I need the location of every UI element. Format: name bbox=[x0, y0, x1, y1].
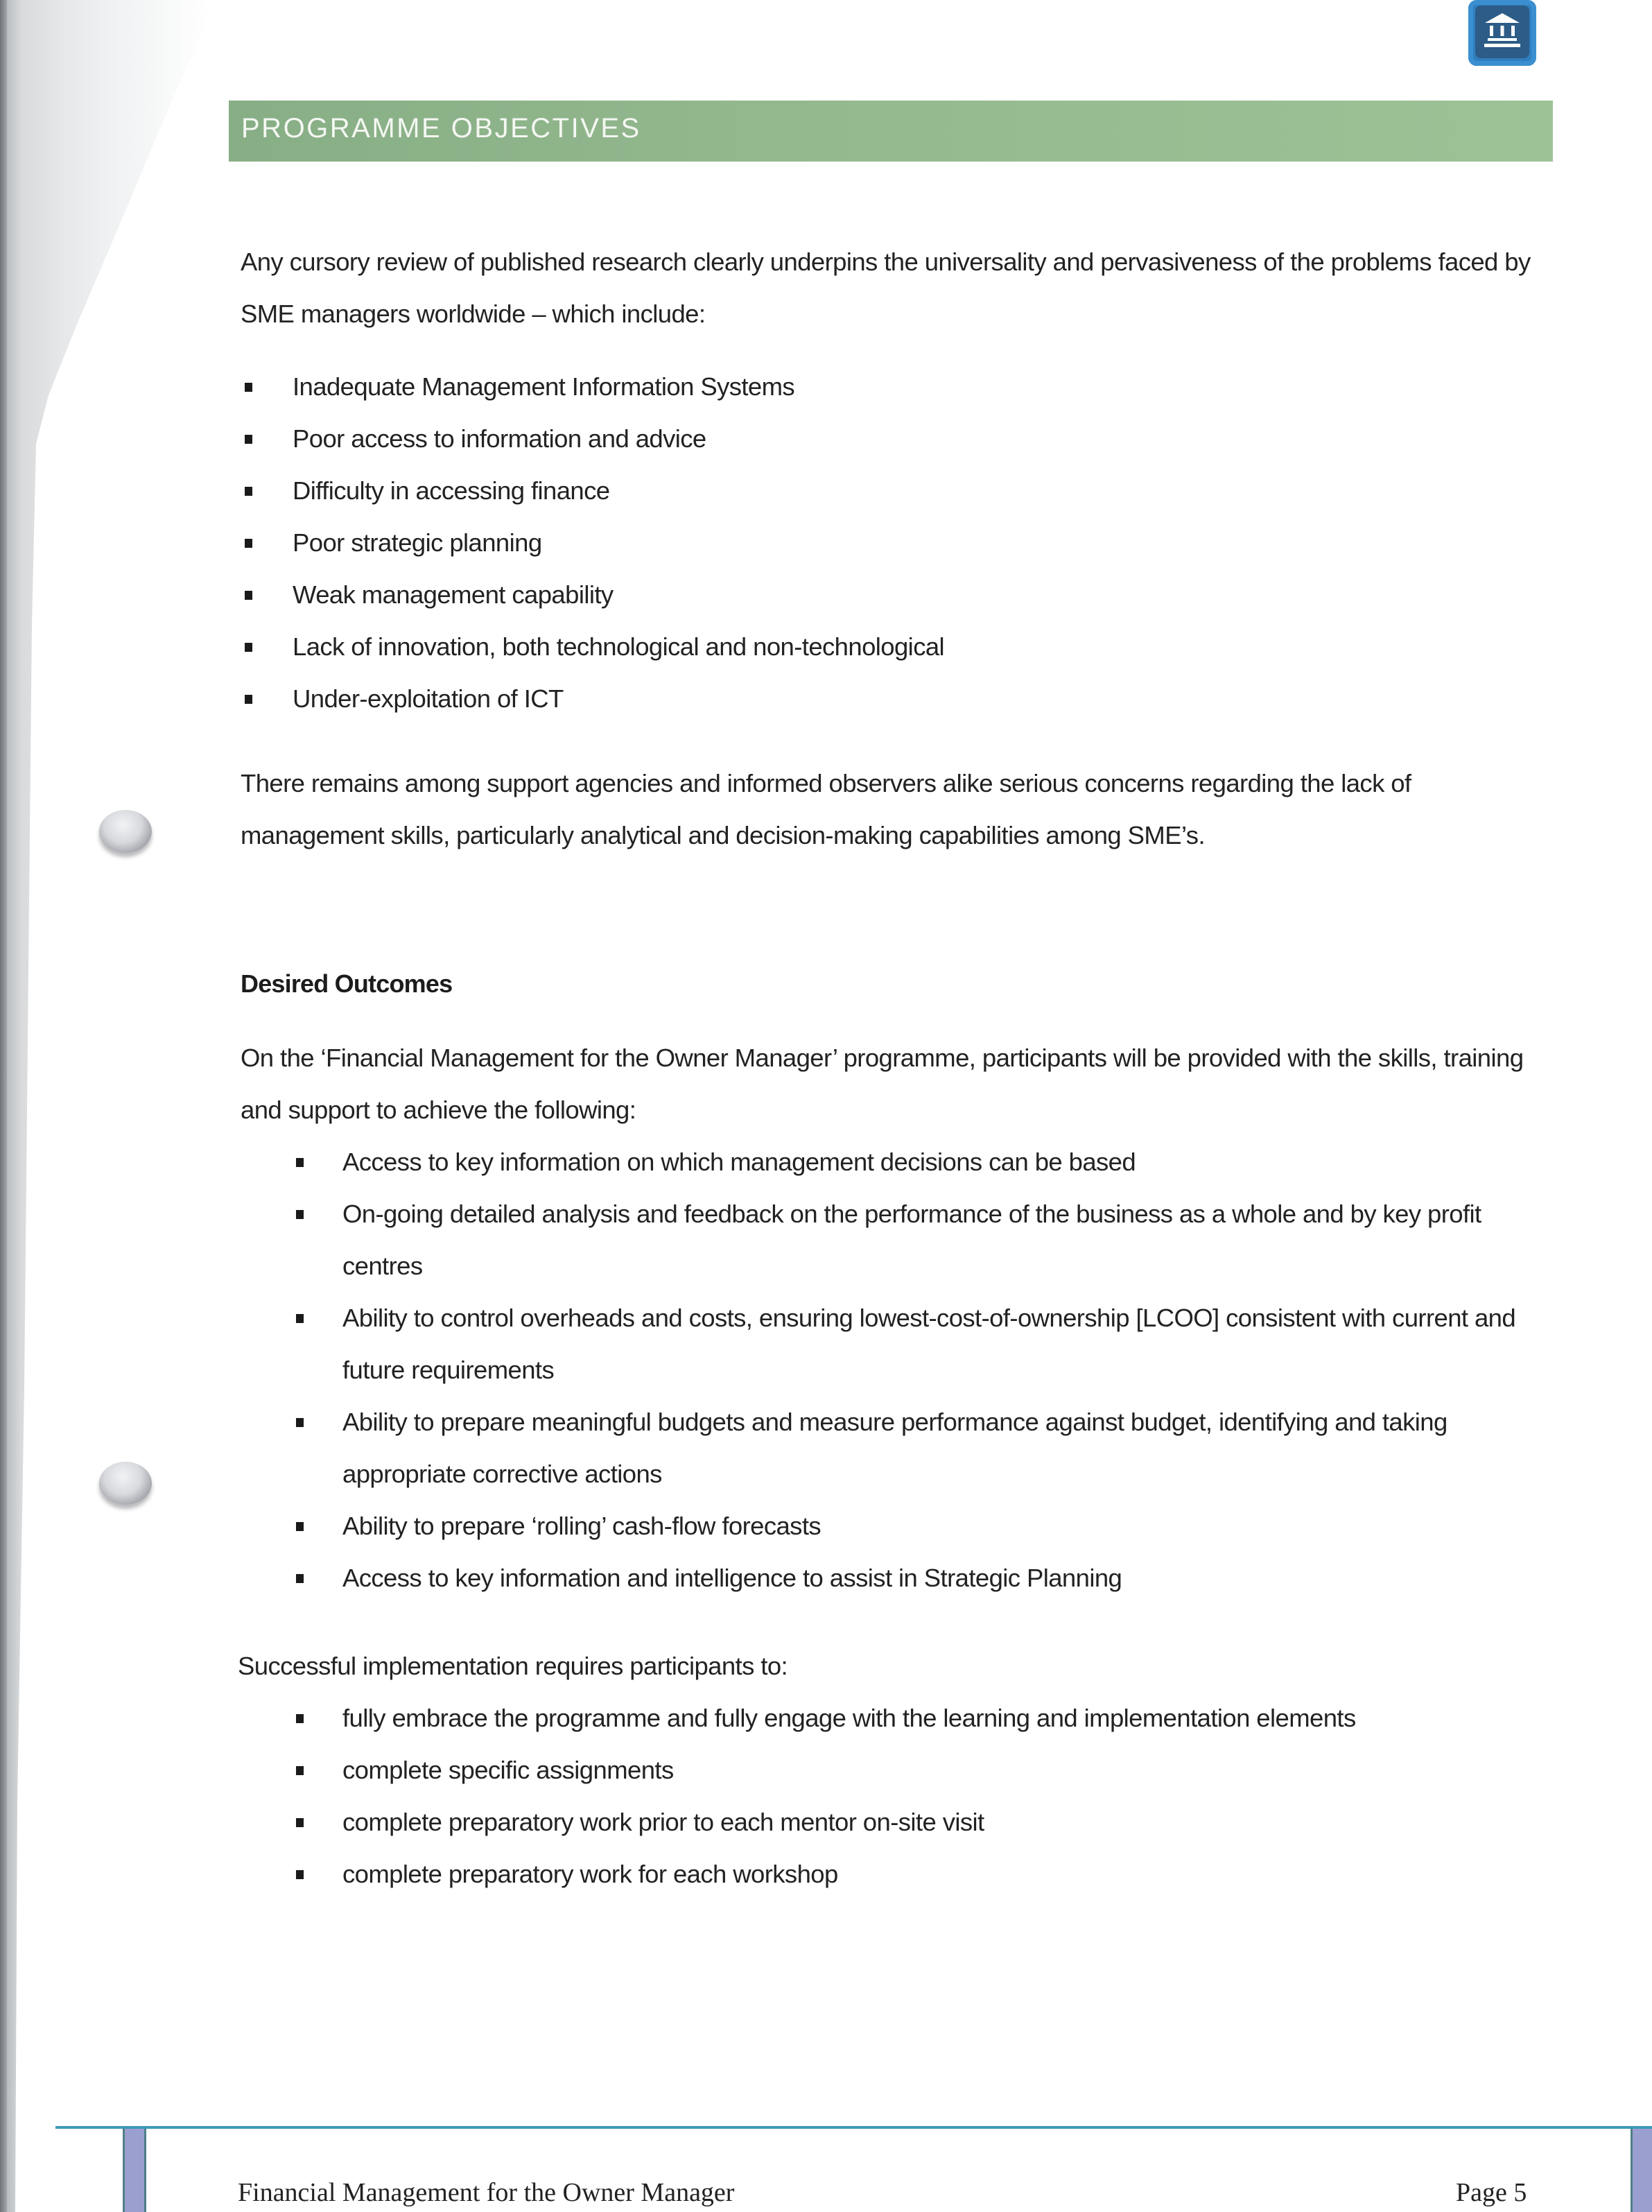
list-item: Ability to prepare ‘rolling’ cash-flow forecasts bbox=[241, 1500, 1544, 1552]
list-item: Ability to control overheads and costs, ensuring lowest-cost-of-ownership [LCOO] consistent with current and future requirements bbox=[241, 1292, 1544, 1396]
list-item: Weak management capability bbox=[241, 569, 944, 621]
square-bullet-icon bbox=[245, 383, 252, 392]
square-bullet-icon bbox=[296, 1418, 304, 1427]
implementation-list bbox=[241, 1692, 1544, 1900]
square-bullet-icon bbox=[296, 1210, 304, 1219]
list-item: complete specific assignments bbox=[241, 1744, 1544, 1796]
bank-building-glyph bbox=[1482, 12, 1522, 51]
desired-outcomes-heading: Desired Outcomes bbox=[241, 969, 453, 998]
square-bullet-icon bbox=[296, 1158, 304, 1167]
square-bullet-icon bbox=[245, 539, 252, 548]
list-item: On-going detailed analysis and feedback on the performance of the business as a whole and by key profit centres bbox=[241, 1188, 1544, 1292]
list-item: fully embrace the programme and fully engage with the learning and implementation elements bbox=[241, 1692, 1544, 1744]
footer-document-title: Financial Management for the Owner Manager bbox=[238, 2178, 735, 2207]
square-bullet-icon bbox=[296, 1818, 304, 1827]
square-bullet-icon bbox=[245, 695, 252, 704]
square-bullet-icon bbox=[296, 1522, 304, 1531]
square-bullet-icon bbox=[296, 1714, 304, 1723]
outcomes-paragraph: On the ‘Financial Management for the Owner Manager’ programme, participants will be provided with the skills, training and support to achieve the following: bbox=[241, 1044, 1524, 1124]
bank-building-icon bbox=[1468, 0, 1536, 66]
square-bullet-icon bbox=[245, 591, 252, 600]
square-bullet-icon bbox=[245, 643, 252, 652]
square-bullet-icon bbox=[245, 435, 252, 444]
list-item: Access to key information and intelligence to assist in Strategic Planning bbox=[241, 1552, 1544, 1604]
implementation-intro: Successful implementation requires participants to: bbox=[238, 1652, 788, 1680]
square-bullet-icon bbox=[296, 1314, 304, 1323]
square-bullet-icon bbox=[296, 1766, 304, 1775]
list-item: Ability to prepare meaningful budgets and measure performance against budget, identifying and taking appropriate corrective actions bbox=[241, 1396, 1544, 1500]
section-title: PROGRAMME OBJECTIVES bbox=[241, 113, 641, 144]
footer-rule bbox=[55, 2126, 1652, 2129]
scan-binding-edge bbox=[0, 0, 7, 2212]
footer-right-tab bbox=[1631, 2129, 1652, 2212]
list-item: Under-exploitation of ICT bbox=[241, 673, 944, 725]
section-header-band bbox=[229, 101, 1553, 162]
list-item: complete preparatory work for each workshop bbox=[241, 1848, 1544, 1900]
concerns-paragraph: There remains among support agencies and informed observers alike serious concerns regarding the lack of management skills, particularly analytical and decision-making capabilities among SME’s. bbox=[241, 769, 1411, 849]
punch-hole bbox=[99, 1462, 152, 1505]
problems-list bbox=[241, 361, 944, 725]
square-bullet-icon bbox=[296, 1574, 304, 1583]
square-bullet-icon bbox=[245, 487, 252, 496]
list-item: Poor access to information and advice bbox=[241, 413, 944, 465]
list-item: complete preparatory work prior to each mentor on-site visit bbox=[241, 1796, 1544, 1848]
square-bullet-icon bbox=[296, 1870, 304, 1879]
list-item: Inadequate Management Information Systems bbox=[241, 361, 944, 413]
footer-page-number: Page 5 bbox=[1456, 2178, 1527, 2207]
list-item: Poor strategic planning bbox=[241, 517, 944, 569]
list-item: Lack of innovation, both technological and non-technological bbox=[241, 621, 944, 673]
scan-binding-shadow bbox=[0, 0, 229, 2212]
footer-left-tab bbox=[123, 2129, 146, 2212]
intro-paragraph: Any cursory review of published research clearly underpins the universality and pervasiveness of the problems faced by SME managers worldwide – which include: bbox=[241, 248, 1531, 328]
punch-hole bbox=[99, 810, 152, 853]
list-item: Difficulty in accessing finance bbox=[241, 465, 944, 517]
outcomes-list bbox=[241, 1136, 1544, 1604]
list-item: Access to key information on which management decisions can be based bbox=[241, 1136, 1544, 1188]
